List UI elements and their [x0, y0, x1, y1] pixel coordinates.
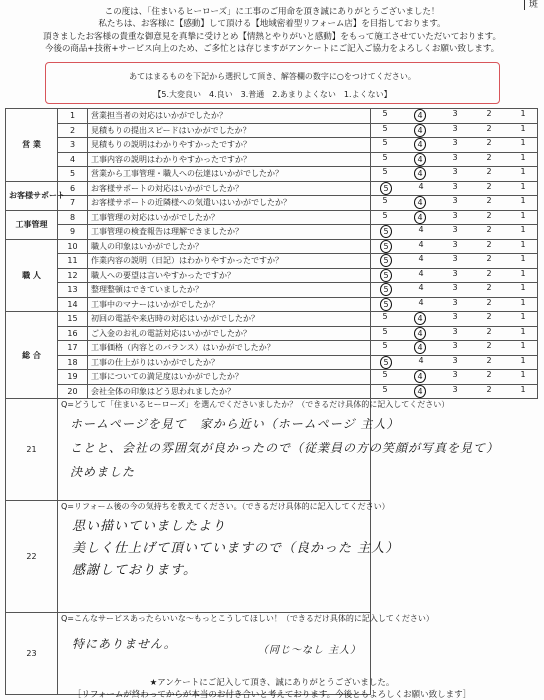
rating-scale[interactable]	[371, 297, 538, 312]
handwritten-answer: 決めました	[70, 465, 136, 479]
question-text: 工事中のマナーはいかがでしたか？	[88, 297, 371, 312]
rating-option[interactable]: 2	[486, 312, 492, 322]
open-answer-area[interactable]	[58, 399, 500, 501]
rating-option[interactable]: 1	[520, 254, 526, 264]
question-text: お客様サポートの近隣様への気遣いはいかがでしたか？	[88, 196, 371, 211]
intro-line: この度は、「住まいるヒーローズ」に工事のご用命を頂き誠にありがとうございました！	[104, 7, 440, 17]
rating-option[interactable]: 2	[486, 384, 492, 394]
rating-option[interactable]: 1	[520, 326, 526, 336]
question-number: 22	[6, 501, 58, 613]
question-row	[6, 239, 538, 254]
rating-option[interactable]: 4	[414, 312, 426, 325]
rating-option[interactable]: 2	[486, 297, 492, 307]
rating-option[interactable]: 5	[380, 283, 392, 296]
open-answer-area[interactable]	[58, 501, 400, 613]
question-row	[6, 123, 538, 138]
rating-option[interactable]: 2	[486, 181, 492, 191]
rating-scale[interactable]	[371, 312, 538, 327]
rating-option[interactable]: 1	[520, 297, 526, 307]
rating-option[interactable]: 4	[414, 327, 426, 340]
rating-option[interactable]: 3	[452, 384, 458, 394]
rating-option[interactable]: 4	[418, 283, 424, 293]
rating-option[interactable]: 5	[380, 182, 392, 195]
rating-option[interactable]: 3	[452, 355, 458, 365]
question-text: 見積もりの提出スピードはいかがでしたか？	[88, 123, 371, 138]
question-number: 2	[58, 123, 88, 138]
rating-option[interactable]: 3	[452, 326, 458, 336]
question-row	[6, 196, 538, 211]
question-text: 整理整頓はできていましたか？	[88, 283, 371, 298]
handwritten-answer: ことと、会社の雰囲気が良かったので（従業員の方の笑顔が写真を見て）	[70, 441, 500, 455]
survey-table	[5, 108, 538, 695]
rating-option[interactable]: 5	[380, 240, 392, 253]
question-row	[6, 138, 538, 153]
rating-option[interactable]: 3	[452, 167, 458, 177]
rating-scale[interactable]	[371, 370, 538, 385]
open-question-row	[6, 501, 538, 613]
intro-text	[6, 6, 538, 56]
rating-scale[interactable]	[371, 283, 538, 298]
question-number: 18	[58, 355, 88, 370]
question-number: 19	[58, 370, 88, 385]
rating-option[interactable]: 5	[382, 167, 388, 177]
rating-option[interactable]: 4	[414, 124, 426, 137]
rating-option[interactable]: 2	[486, 326, 492, 336]
rating-option[interactable]: 4	[418, 355, 424, 365]
rating-option[interactable]: 2	[486, 254, 492, 264]
question-text: 見積もりの説明はわかりやすかったですか？	[88, 138, 371, 153]
rating-option[interactable]: 5	[380, 269, 392, 282]
handwritten-answer: 感謝しております。	[72, 563, 197, 578]
category-label: お客様サポート	[6, 181, 58, 210]
intro-line: 私たちは、お客様に【感動】して頂ける【地域密着型リフォーム店】を目指しております。	[98, 19, 446, 30]
question-number: 21	[6, 399, 58, 501]
page-tab-label: 斑	[524, 0, 538, 10]
question-row	[6, 384, 538, 399]
rating-option[interactable]: 4	[414, 341, 426, 354]
rating-option[interactable]: 2	[486, 355, 492, 365]
handwritten-answer: 特にありません。	[72, 637, 177, 651]
question-row	[6, 355, 538, 370]
rating-option[interactable]: 1	[520, 123, 526, 133]
question-text: 会社全体の印象はどう思われましたか？	[88, 384, 371, 399]
rating-option[interactable]: 2	[486, 138, 492, 148]
question-number: 11	[58, 254, 88, 269]
category-label: 営 業	[6, 109, 58, 182]
question-row	[6, 326, 538, 341]
rating-option[interactable]: 5	[382, 312, 388, 322]
rating-option[interactable]: 2	[486, 239, 492, 249]
question-text: 職人への要望は言いやすかったですか？	[88, 268, 371, 283]
rating-option[interactable]: 1	[520, 341, 526, 351]
rating-option[interactable]: 5	[382, 210, 388, 220]
rating-option[interactable]: 5	[382, 326, 388, 336]
rating-option[interactable]: 5	[382, 370, 388, 380]
intro-line: 今後の商品+技術+サービス向上のため、ご多忙とは存じますがアンケートにご記入ご協力をよろしくお願い致します。	[44, 44, 500, 55]
question-row	[6, 181, 538, 196]
question-text: 作業内容の説明（日記）はわかりやすかったですか？	[88, 254, 371, 269]
rating-option[interactable]: 3	[452, 312, 458, 322]
rating-option[interactable]: 1	[520, 312, 526, 322]
rating-option[interactable]: 3	[452, 239, 458, 249]
rating-option[interactable]: 2	[486, 123, 492, 133]
question-number: 7	[58, 196, 88, 211]
rating-option[interactable]: 4	[418, 268, 424, 278]
rating-option[interactable]: 4	[418, 181, 424, 191]
rating-option[interactable]: 2	[486, 370, 492, 380]
rating-scale[interactable]	[371, 181, 538, 196]
question-row	[6, 341, 538, 356]
question-text: 職人の印象はいかがでしたか？	[88, 239, 371, 254]
rating-option[interactable]: 4	[414, 138, 426, 151]
instruction-box	[45, 62, 500, 104]
rating-option[interactable]: 2	[486, 225, 492, 235]
rating-option[interactable]: 2	[486, 167, 492, 177]
rating-scale[interactable]	[371, 138, 538, 153]
question-number: 10	[58, 239, 88, 254]
rating-option[interactable]: 3	[452, 254, 458, 264]
rating-option[interactable]: 5	[380, 225, 392, 238]
rating-option[interactable]: 2	[486, 210, 492, 220]
rating-option[interactable]: 2	[486, 152, 492, 162]
rating-option[interactable]: 2	[486, 109, 492, 119]
question-text: ご入金のお礼の電話対応はいかがでしたか？	[88, 326, 371, 341]
open-question-text: Q=こんなサービスあったらいいな～もっとこうしてほしい！（できるだけ具体的に記入してください）	[61, 614, 434, 623]
question-text: 工事についての満足度はいかがでしたか？	[88, 370, 371, 385]
rating-option[interactable]: 1	[520, 109, 526, 119]
rating-option[interactable]: 4	[414, 109, 426, 122]
rating-option[interactable]: 4	[414, 385, 426, 398]
question-number: 3	[58, 138, 88, 153]
question-number: 6	[58, 181, 88, 196]
rating-scale[interactable]	[371, 225, 538, 240]
question-text: 工事内容の説明はわかりやすかったですか？	[88, 152, 371, 167]
rating-option[interactable]: 3	[452, 123, 458, 133]
rating-option[interactable]: 1	[520, 384, 526, 394]
rating-option[interactable]: 4	[414, 211, 426, 224]
rating-option[interactable]: 5	[382, 152, 388, 162]
open-question-text: Q=どうして「住まいるヒーローズ」を選んでくださいましたか？（できるだけ具体的に記入してください）	[61, 400, 450, 409]
rating-option[interactable]: 1	[520, 370, 526, 380]
question-number: 23	[6, 613, 58, 695]
question-text: 営業担当者の対応はいかがでしたか？	[88, 109, 371, 124]
rating-option[interactable]: 5	[382, 196, 388, 206]
rating-option[interactable]: 5	[382, 123, 388, 133]
question-text: お客様サポートの対応はいかがでしたか？	[88, 181, 371, 196]
rating-scale[interactable]	[371, 196, 538, 211]
rating-option[interactable]: 1	[520, 167, 526, 177]
question-row	[6, 283, 538, 298]
rating-option[interactable]: 4	[418, 225, 424, 235]
handwritten-answer: （同じ～なし 主人）	[258, 645, 362, 656]
handwritten-answer: 美しく仕上げて頂いていますので（良かった 主人）	[72, 541, 400, 556]
rating-option[interactable]: 1	[520, 138, 526, 148]
rating-option[interactable]: 1	[520, 196, 526, 206]
question-row	[6, 152, 538, 167]
category-label: 職 人	[6, 239, 58, 312]
question-number: 17	[58, 341, 88, 356]
question-number: 13	[58, 283, 88, 298]
question-text: 工事の仕上がりはいかがでしたか？	[88, 355, 371, 370]
rating-option[interactable]: 5	[380, 254, 392, 267]
rating-option[interactable]: 1	[520, 181, 526, 191]
footer-note: ［リフォームが終わってからが本当のお付き合いと考えております。今後ともよろしくお願い致します］	[72, 690, 472, 700]
question-number: 1	[58, 109, 88, 124]
rating-option[interactable]: 5	[380, 356, 392, 369]
rating-scale[interactable]	[371, 109, 538, 124]
rating-option[interactable]: 2	[486, 341, 492, 351]
rating-scale[interactable]	[371, 341, 538, 356]
question-text: 工事価格（内容とのバランス）はいかがでしたか？	[88, 341, 371, 356]
rating-scale[interactable]	[371, 123, 538, 138]
rating-scale[interactable]	[371, 210, 538, 225]
rating-option[interactable]: 4	[418, 239, 424, 249]
question-row	[6, 210, 538, 225]
rating-option[interactable]: 3	[452, 196, 458, 206]
instruction-text: あてはまるものを下記から選択して頂き、解答欄の数字に○をつけてください。	[129, 72, 416, 81]
rating-scale[interactable]	[371, 268, 538, 283]
question-number: 8	[58, 210, 88, 225]
rating-option[interactable]: 4	[414, 153, 426, 166]
question-number: 20	[58, 384, 88, 399]
rating-option[interactable]: 2	[486, 283, 492, 293]
rating-option[interactable]: 1	[520, 210, 526, 220]
handwritten-answer: ホームページを見て 家から近い（ホームページ 主人）	[70, 417, 400, 431]
rating-option[interactable]: 5	[382, 109, 388, 119]
question-number: 16	[58, 326, 88, 341]
question-text: 営業から工事管理・職人への伝達はいかがでしたか？	[88, 167, 371, 182]
question-text: 初回の電話や来店時の対応はいかがでしたか？	[88, 312, 371, 327]
rating-scale[interactable]	[371, 355, 538, 370]
rating-option[interactable]: 1	[520, 283, 526, 293]
rating-option[interactable]: 4	[414, 167, 426, 180]
question-row	[6, 225, 538, 240]
rating-option[interactable]: 4	[418, 254, 424, 264]
rating-option[interactable]: 3	[452, 370, 458, 380]
rating-option[interactable]: 3	[452, 181, 458, 191]
question-number: 9	[58, 225, 88, 240]
rating-option[interactable]: 1	[520, 268, 526, 278]
question-row	[6, 312, 538, 327]
rating-option[interactable]: 3	[452, 268, 458, 278]
rating-option[interactable]: 4	[418, 297, 424, 307]
question-row	[6, 167, 538, 182]
rating-scale[interactable]	[371, 326, 538, 341]
rating-option[interactable]: 5	[382, 138, 388, 148]
footer-thanks: ★アンケートにご記入して頂き、誠にありがとうございました。	[149, 678, 395, 688]
rating-option[interactable]: 5	[380, 298, 392, 311]
question-row	[6, 109, 538, 124]
rating-option[interactable]: 4	[414, 196, 426, 209]
rating-option[interactable]: 3	[452, 341, 458, 351]
rating-option[interactable]: 3	[452, 152, 458, 162]
rating-option[interactable]: 1	[520, 239, 526, 249]
rating-scale[interactable]	[371, 152, 538, 167]
rating-option[interactable]: 3	[452, 210, 458, 220]
rating-option[interactable]: 3	[452, 283, 458, 293]
question-row	[6, 297, 538, 312]
rating-option[interactable]: 1	[520, 225, 526, 235]
rating-option[interactable]: 3	[452, 138, 458, 148]
question-number: 12	[58, 268, 88, 283]
rating-option[interactable]: 5	[382, 384, 388, 394]
question-number: 4	[58, 152, 88, 167]
rating-option[interactable]: 1	[520, 355, 526, 365]
category-label: 工事管理	[6, 210, 58, 239]
question-text: 工事管理の対応はいかがでしたか？	[88, 210, 371, 225]
rating-option[interactable]: 1	[520, 152, 526, 162]
rating-scale[interactable]	[371, 384, 538, 399]
rating-option[interactable]: 5	[382, 341, 388, 351]
rating-scale[interactable]	[371, 254, 538, 269]
question-row	[6, 268, 538, 283]
question-number: 14	[58, 297, 88, 312]
category-label: 総 合	[6, 312, 58, 399]
rating-scale[interactable]	[371, 167, 538, 182]
rating-option[interactable]: 3	[452, 109, 458, 119]
rating-option[interactable]: 2	[486, 268, 492, 278]
question-text: 工事管理の検査報告は理解できましたか？	[88, 225, 371, 240]
rating-option[interactable]: 3	[452, 225, 458, 235]
rating-legend: 【5.大変良い 4.良い 3.普通 2.あまりよくない 1.よくない】	[153, 90, 392, 99]
rating-option[interactable]: 2	[486, 196, 492, 206]
question-row	[6, 370, 538, 385]
question-number: 5	[58, 167, 88, 182]
rating-scale[interactable]	[371, 239, 538, 254]
rating-option[interactable]: 4	[414, 370, 426, 383]
question-number: 15	[58, 312, 88, 327]
handwritten-answer: 思い描いていましたより	[72, 519, 227, 534]
open-question-text: Q=リフォーム後の今の気持ちを教えてください。（できるだけ具体的に記入してください）	[61, 502, 390, 511]
rating-option[interactable]: 3	[452, 297, 458, 307]
intro-line: 頂きましたお客様の貴重な御意見を真摯に受けとめ【情熱とやりがいと感動】をもって施工させていただいております。	[43, 31, 501, 42]
question-row	[6, 254, 538, 269]
open-question-row	[6, 399, 538, 501]
